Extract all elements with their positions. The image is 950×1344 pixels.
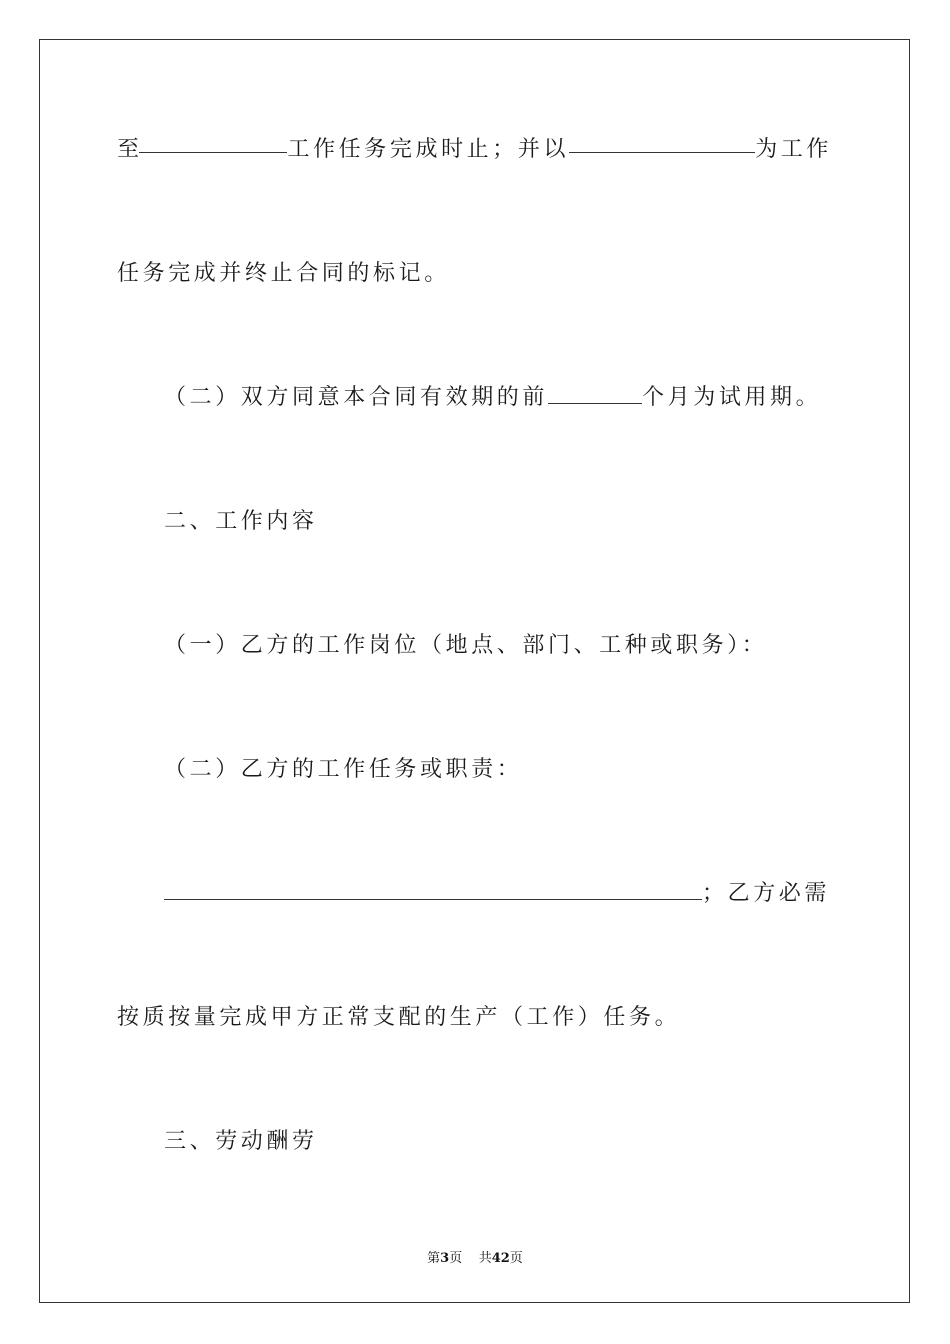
text-fragment: 为工作 [755,137,832,162]
text-line-7 [117,876,832,912]
fill-blank [139,132,287,153]
text-line-3 [117,380,832,416]
text-fragment: ；乙方必需 [702,881,831,906]
text-line-5: （一）乙方的工作岗位（地点、部门、工种或职务）： [164,633,768,658]
fill-blank [164,879,702,900]
footer-text: 第 [427,1251,441,1266]
footer-text: 页 [509,1251,523,1266]
text-fragment: 个月为试用期。 [642,385,822,410]
text-fragment: 至 [117,137,140,162]
section-heading-work-content: 二、工作内容 [164,509,318,534]
fill-blank [569,132,755,153]
text-line-2: 任务完成并终止合同的标记。 [117,261,450,286]
footer-text: 共 [478,1251,492,1266]
text-line-6: （二）乙方的工作任务或职责： [164,757,523,782]
footer-text: 页 [449,1251,463,1266]
section-heading-remuneration: 三、劳动酬劳 [164,1129,318,1154]
text-fragment: （二）双方同意本合同有效期的前 [164,385,549,410]
page-total: 42 [491,1251,510,1266]
page-footer [0,1247,950,1266]
text-line-1 [117,132,832,168]
text-fragment: 工作任务完成时止；并以 [287,137,570,162]
page-current: 3 [440,1251,450,1266]
page-border [39,39,910,1303]
text-line-8: 按质按量完成甲方正常支配的生产（工作）任务。 [117,1005,681,1030]
fill-blank [548,383,642,404]
